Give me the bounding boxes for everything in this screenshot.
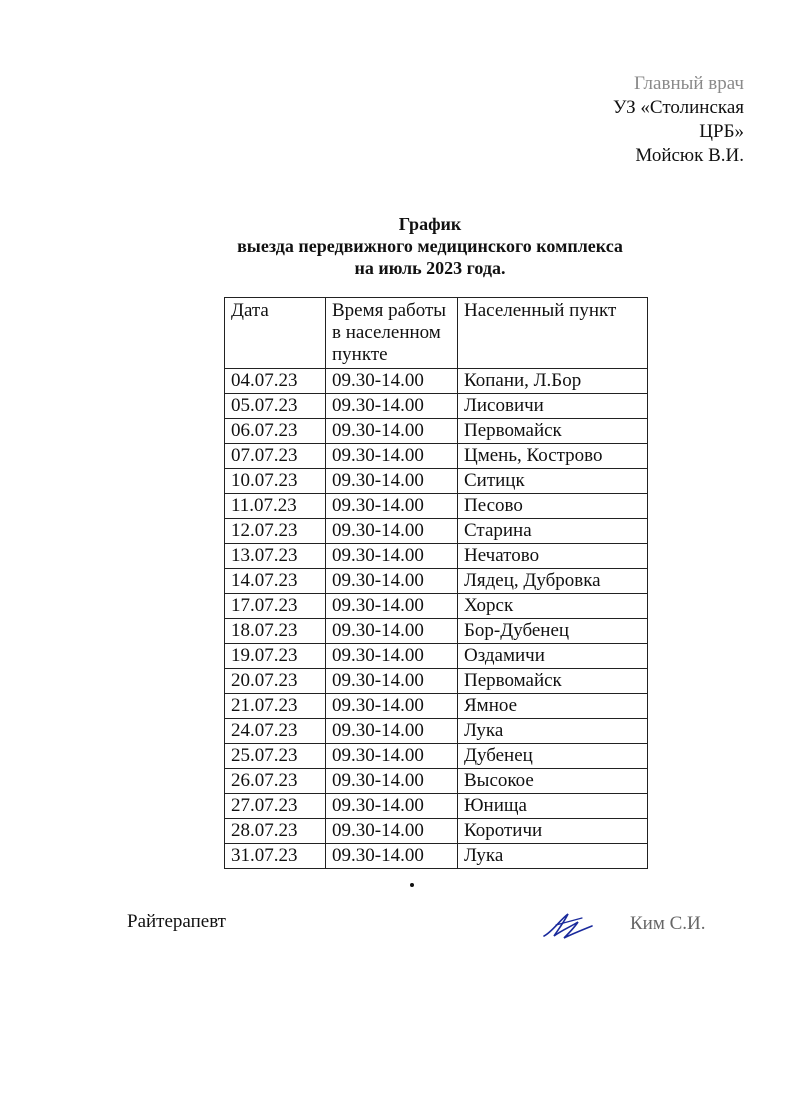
cell-date: 06.07.23 [225,419,326,444]
cell-settlement: Песово [458,494,648,519]
cell-date: 24.07.23 [225,719,326,744]
table-row [225,444,648,469]
cell-date: 21.07.23 [225,694,326,719]
cell-work-time: 09.30-14.00 [326,769,458,794]
cell-settlement: Копани, Л.Бор [458,369,648,394]
schedule-table [224,297,648,869]
cell-work-time: 09.30-14.00 [326,444,458,469]
cell-settlement: Нечатово [458,544,648,569]
cell-settlement: Лука [458,719,648,744]
cell-work-time: 09.30-14.00 [326,569,458,594]
cell-date: 13.07.23 [225,544,326,569]
table-row [225,594,648,619]
table-row [225,819,648,844]
header-date: Дата [225,298,326,369]
table-row [225,744,648,769]
cell-date: 07.07.23 [225,444,326,469]
cell-work-time: 09.30-14.00 [326,694,458,719]
signer-name: Ким С.И. [630,913,706,934]
signer-position: Райтерапевт [127,911,226,932]
cell-work-time: 09.30-14.00 [326,819,458,844]
table-row [225,644,648,669]
cell-date: 19.07.23 [225,644,326,669]
cell-settlement: Бор-Дубенец [458,619,648,644]
cell-settlement: Ситицк [458,469,648,494]
table-header-row [225,298,648,369]
document-title [190,213,670,279]
approval-person: Мойсюк В.И. [635,145,744,166]
cell-date: 05.07.23 [225,394,326,419]
cell-work-time: 09.30-14.00 [326,844,458,869]
cell-settlement: Оздамичи [458,644,648,669]
cell-work-time: 09.30-14.00 [326,619,458,644]
table-row [225,369,648,394]
cell-date: 26.07.23 [225,769,326,794]
cell-work-time: 09.30-14.00 [326,719,458,744]
cell-settlement: Дубенец [458,744,648,769]
cell-settlement: Лядец, Дубровка [458,569,648,594]
cell-settlement: Юнища [458,794,648,819]
cell-work-time: 09.30-14.00 [326,594,458,619]
cell-settlement: Высокое [458,769,648,794]
cell-date: 11.07.23 [225,494,326,519]
cell-work-time: 09.30-14.00 [326,469,458,494]
cell-date: 31.07.23 [225,844,326,869]
cell-work-time: 09.30-14.00 [326,394,458,419]
header-work-time: Время работы в населенном пункте [326,298,458,369]
cell-settlement: Ямное [458,694,648,719]
cell-work-time: 09.30-14.00 [326,419,458,444]
table-row [225,394,648,419]
cell-settlement: Хорск [458,594,648,619]
approval-organization: УЗ «Столинская [612,97,744,118]
title-line-1: График [398,214,462,234]
cell-date: 28.07.23 [225,819,326,844]
cell-date: 17.07.23 [225,594,326,619]
table-row [225,769,648,794]
cell-work-time: 09.30-14.00 [326,494,458,519]
cell-work-time: 09.30-14.00 [326,744,458,769]
table-row [225,844,648,869]
table-row [225,619,648,644]
cell-date: 12.07.23 [225,519,326,544]
approval-title: Главный врач [634,73,744,94]
approval-organization-cont: ЦРБ» [699,121,744,142]
cell-settlement: Первомайск [458,669,648,694]
cell-work-time: 09.30-14.00 [326,544,458,569]
table-row [225,669,648,694]
table-row [225,794,648,819]
cell-date: 18.07.23 [225,619,326,644]
ink-dot [410,883,414,887]
cell-settlement: Старина [458,519,648,544]
cell-settlement: Лисовичи [458,394,648,419]
header-settlement: Населенный пункт [458,298,648,369]
cell-settlement: Лука [458,844,648,869]
table-row [225,469,648,494]
table-row [225,569,648,594]
approval-block [613,72,744,168]
table-row [225,419,648,444]
cell-work-time: 09.30-14.00 [326,369,458,394]
table-row [225,719,648,744]
signature-mark [538,908,598,942]
cell-settlement: Первомайск [458,419,648,444]
table-row [225,494,648,519]
cell-settlement: Коротичи [458,819,648,844]
cell-date: 25.07.23 [225,744,326,769]
cell-date: 27.07.23 [225,794,326,819]
cell-work-time: 09.30-14.00 [326,794,458,819]
cell-work-time: 09.30-14.00 [326,669,458,694]
cell-work-time: 09.30-14.00 [326,644,458,669]
cell-date: 20.07.23 [225,669,326,694]
table-row [225,694,648,719]
cell-settlement: Цмень, Кострово [458,444,648,469]
cell-date: 14.07.23 [225,569,326,594]
cell-work-time: 09.30-14.00 [326,519,458,544]
title-line-2: выезда передвижного медицинского комплекса [237,236,623,256]
cell-date: 04.07.23 [225,369,326,394]
table-row [225,544,648,569]
title-line-3: на июль 2023 года. [354,258,506,278]
cell-date: 10.07.23 [225,469,326,494]
table-row [225,519,648,544]
